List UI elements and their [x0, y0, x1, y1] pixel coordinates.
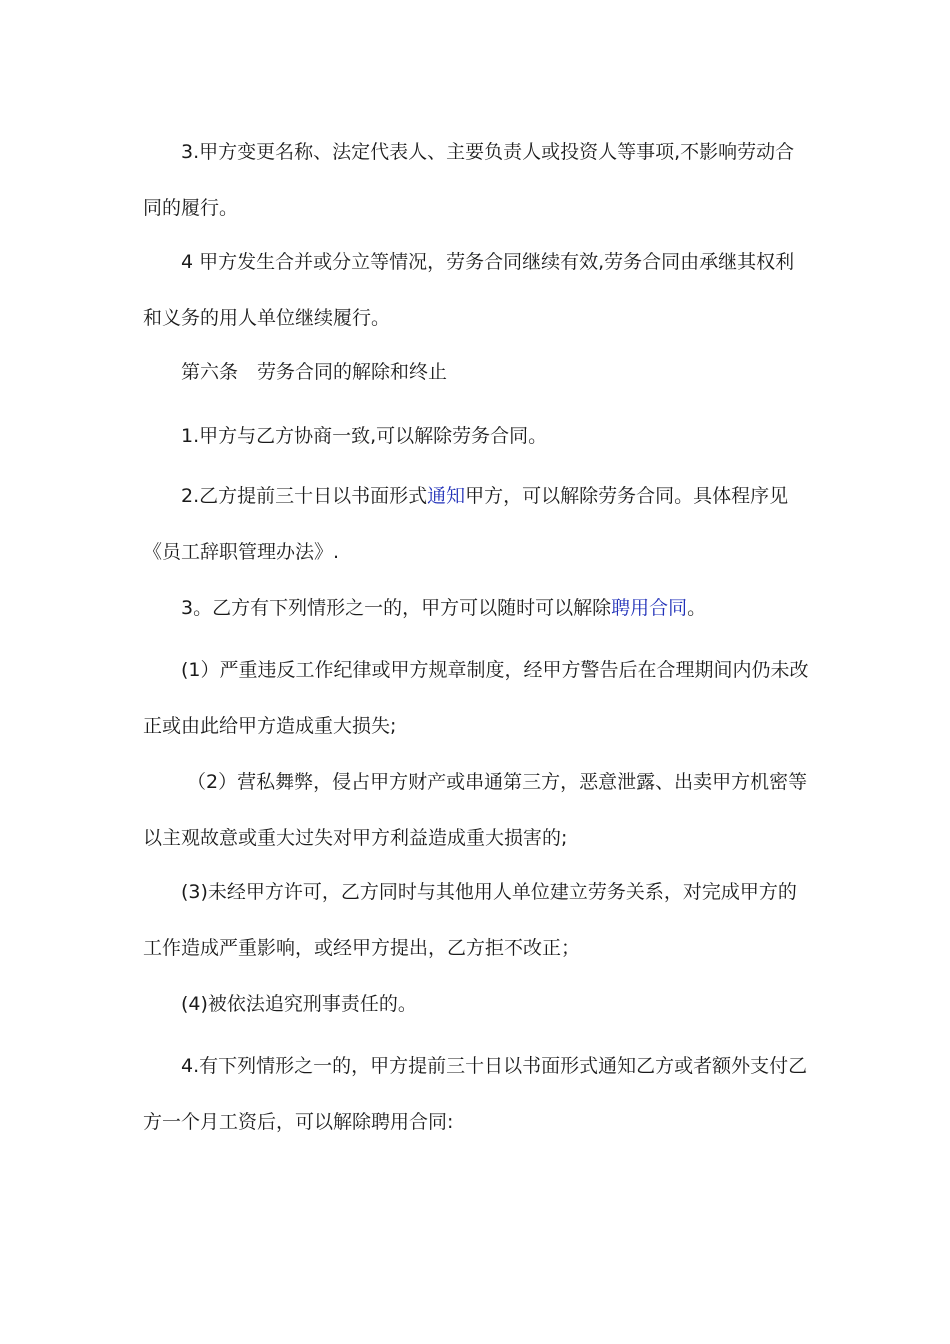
paragraph-6-2-after: 甲方，可以解除劳务合同。具体程序见《员工辞职管理办法》.: [143, 485, 789, 563]
paragraph-6-3-item-3: (3)未经甲方许可，乙方同时与其他用人单位建立劳务关系，对完成甲方的工作造成严重影响，或经甲方提出，乙方拒不改正；: [143, 881, 797, 959]
paragraph-5-4: 4 甲方发生合并或分立等情况，劳务合同继续有效,劳务合同由承继其权利和义务的用人单位继续履行。: [143, 251, 795, 329]
paragraph-6-3: [143, 580, 813, 636]
section-heading-article-6: 第六条 劳务合同的解除和终止: [181, 361, 448, 383]
paragraph-6-1: 1.甲方与乙方协商一致,可以解除劳务合同。: [181, 425, 548, 447]
paragraph-6-3-before: 3。乙方有下列情形之一的，甲方可以随时可以解除: [181, 597, 612, 619]
paragraph-6-3-item-2: （2）营私舞弊，侵占甲方财产或串通第三方，恶意泄露、出卖甲方机密等以主观故意或重大过失对甲方利益造成重大损害的;: [143, 771, 808, 849]
employment-contract-link[interactable]: 聘用合同: [611, 597, 688, 619]
paragraph-5-3: 3.甲方变更名称、法定代表人、主要负责人或投资人等事项,不影响劳动合同的履行。: [143, 141, 795, 219]
paragraph-6-3-item-4: (4)被依法追究刑事责任的。: [181, 993, 417, 1015]
paragraph-6-4: 4.有下列情形之一的，甲方提前三十日以书面形式通知乙方或者额外支付乙方一个月工资后，可以解除聘用合同:: [143, 1055, 808, 1133]
paragraph-6-2: [143, 468, 813, 580]
notice-link[interactable]: 通知: [427, 485, 466, 507]
paragraph-6-3-item-1: (1）严重违反工作纪律或甲方规章制度，经甲方警告后在合理期间内仍未改正或由此给甲方造成重大损失;: [143, 659, 809, 737]
paragraph-6-3-after: 。: [687, 597, 707, 619]
paragraph-6-2-before: 2.乙方提前三十日以书面形式: [181, 485, 428, 507]
